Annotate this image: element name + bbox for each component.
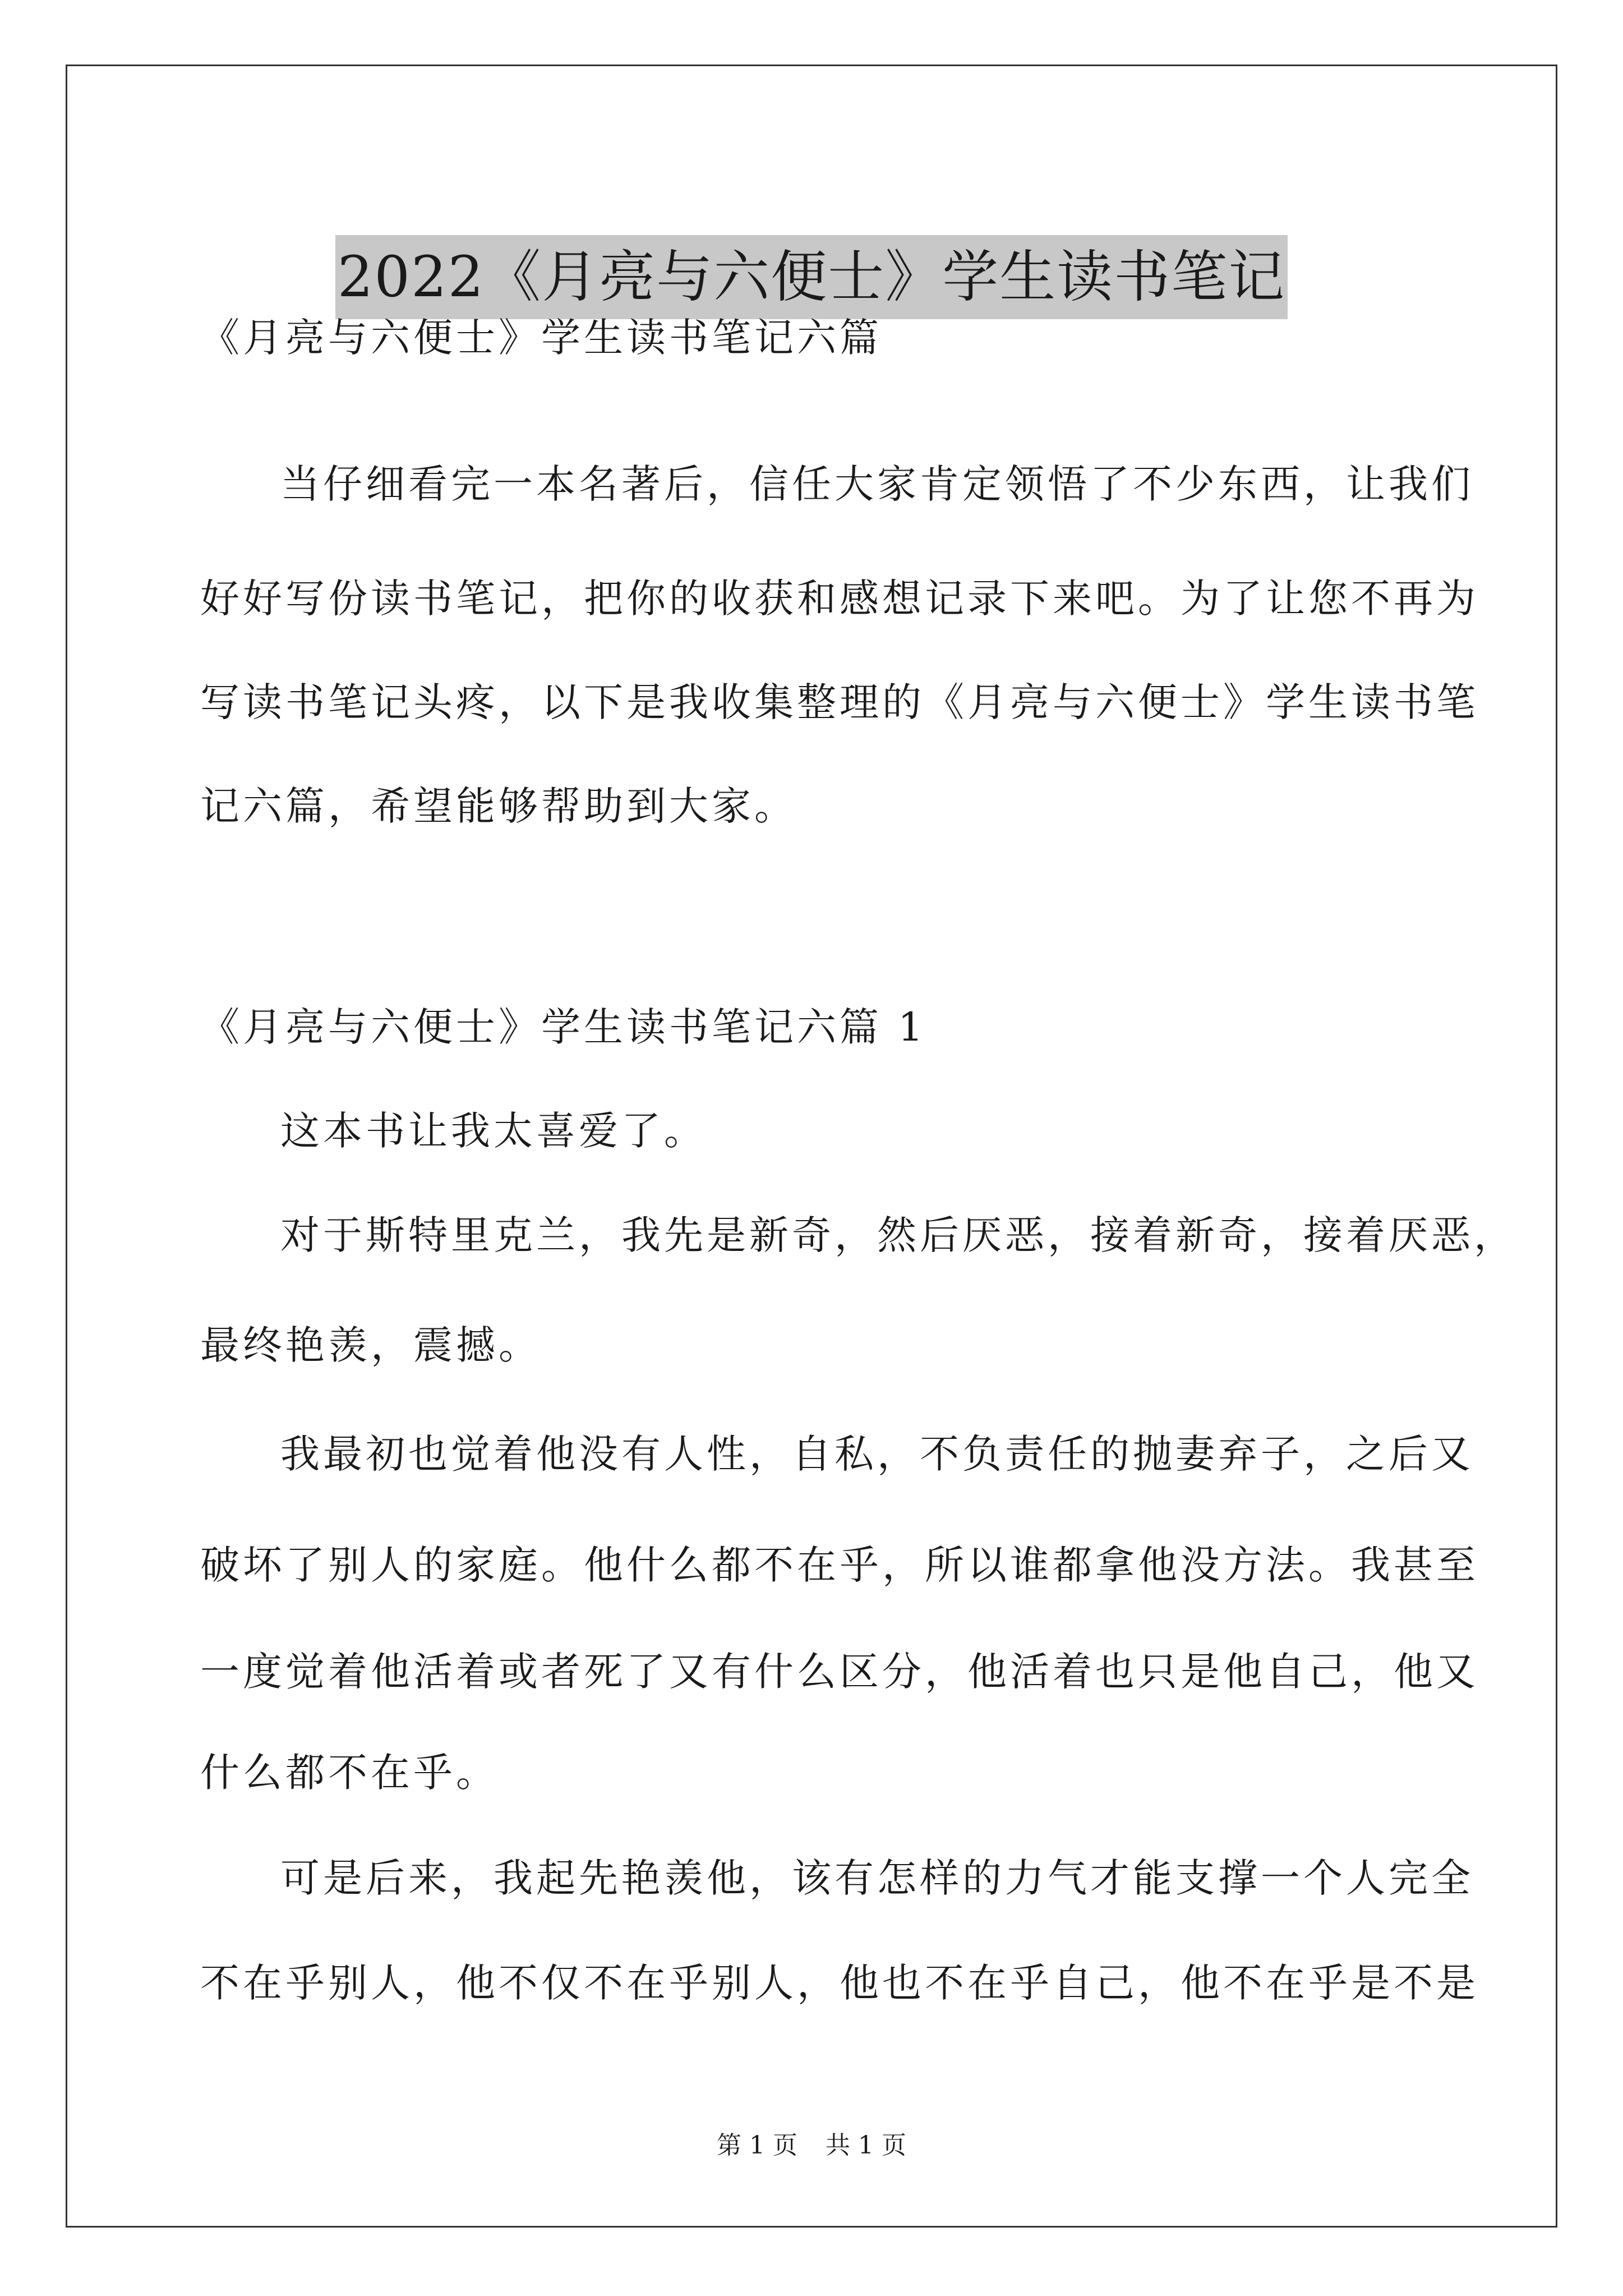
paragraph-line: 一度觉着他活着或者死了又有什么区分，他活着也只是他自己，他又: [200, 1649, 1479, 1695]
paragraph-line: 这本书让我太喜爱了。: [280, 1108, 707, 1154]
page-footer: [0, 2131, 1623, 2161]
paragraph-line: 什么都不在乎。: [200, 1750, 499, 1796]
paragraph-line: 我最初也觉着他没有人性，自私，不负责任的抛妻弃子，之后又: [280, 1431, 1474, 1477]
paragraph-line: 对于斯特里克兰，我先是新奇，然后厌恶，接着新奇，接着厌恶，: [280, 1212, 1516, 1258]
paragraph-line: 记六篇，希望能够帮助到大家。: [200, 783, 797, 829]
subtitle-line: 《月亮与六便士》学生读书笔记六篇: [200, 315, 882, 361]
paragraph-line: 当仔细看完一本名著后，信任大家肯定领悟了不少东西，让我们: [280, 461, 1474, 507]
page-number: 第 1 页: [717, 2131, 797, 2160]
paragraph-line: 破坏了别人的家庭。他什么都不在乎，所以谁都拿他没方法。我甚至: [200, 1542, 1479, 1588]
paragraph-line: 可是后来，我起先艳羡他，该有怎样的力气才能支撑一个人完全: [280, 1855, 1474, 1901]
paragraph-line: 好好写份读书笔记，把你的收获和感想记录下来吧。为了让您不再为: [200, 576, 1479, 622]
page-total: 共 1 页: [826, 2131, 906, 2160]
paragraph-line: 不在乎别人，他不仅不在乎别人，他也不在乎自己，他不在乎是不是: [200, 1960, 1479, 2006]
document-title: 2022《月亮与六便士》学生读书笔记: [335, 235, 1288, 319]
paragraph-line: 写读书笔记头疼，以下是我收集整理的《月亮与六便士》学生读书笔: [200, 679, 1479, 725]
section-heading: 《月亮与六便士》学生读书笔记六篇 1: [200, 1004, 926, 1050]
paragraph-line: 最终艳羡，震撼。: [200, 1322, 541, 1368]
